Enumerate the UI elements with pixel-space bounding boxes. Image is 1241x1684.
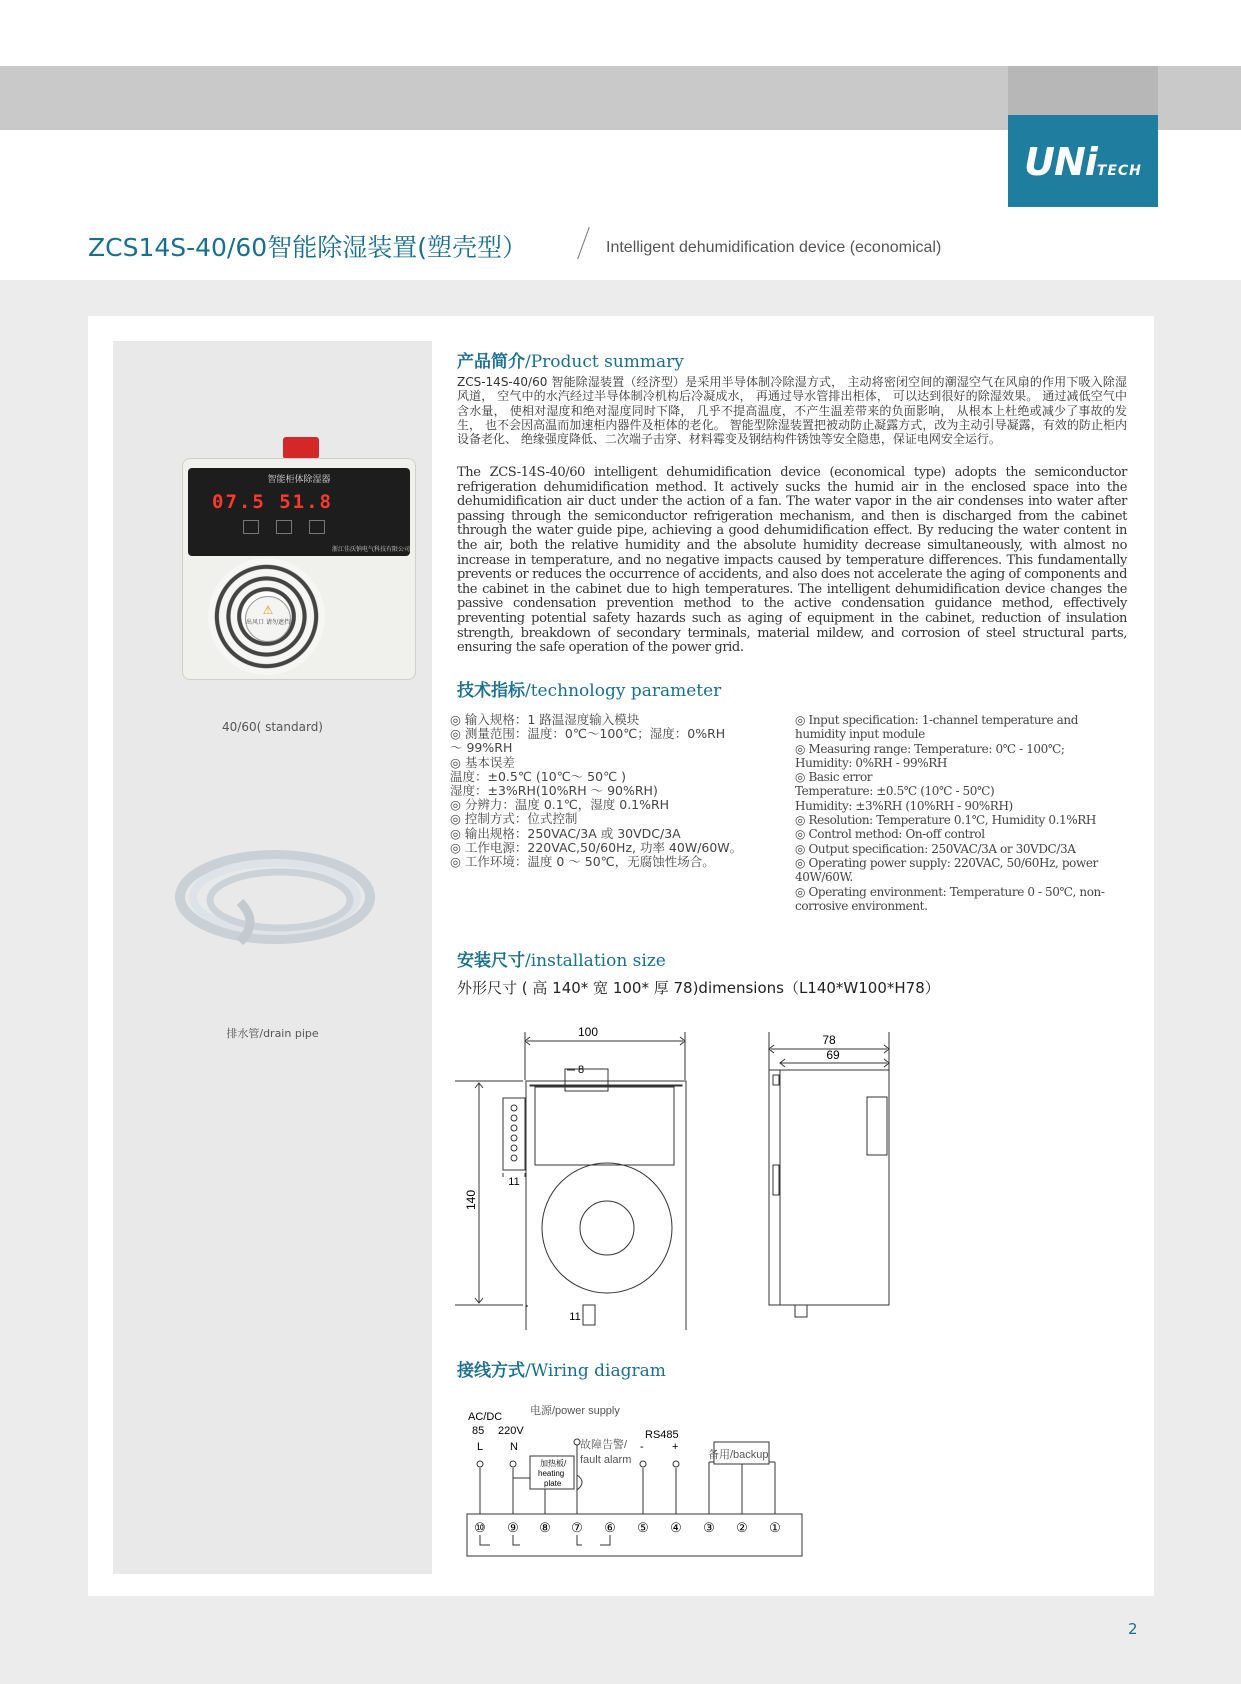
spec-cn-line: ◎ 工作电源：220VAC,50/60Hz, 功率 40W/60W。 — [450, 839, 743, 855]
heating-label-1: 加热板/ — [540, 1459, 567, 1468]
page-subtitle: Intelligent dehumidification device (economical) — [606, 239, 942, 256]
rs485-minus: - — [640, 1441, 644, 1453]
spec-cn-line: 湿度：±3%RH(10%RH ～ 90%RH) — [450, 783, 658, 799]
install-heading — [457, 946, 666, 971]
spec-cn-line: ～ 99%RH — [450, 740, 513, 756]
tech-specs-cn — [450, 713, 790, 869]
fault-label-2: fault alarm — [580, 1454, 632, 1466]
dim-label-width: 100 — [577, 1025, 599, 1039]
spec-en-line: ◎ Measuring range: Temperature: 0℃ - 100℃; — [795, 741, 1065, 756]
wiring-diagram — [460, 1400, 810, 1560]
dim-label-11-bottom: 11 — [569, 1311, 581, 1323]
spec-cn-line: ◎ 测量范围：温度：0℃～100℃；湿度：0%RH — [450, 726, 726, 742]
spec-en-line: Humidity: 0%RH - 99%RH — [795, 755, 947, 770]
terminal-8: ⑧ — [539, 1520, 551, 1535]
title-divider — [577, 227, 590, 259]
l-label: L — [477, 1441, 484, 1453]
dim-label-height: 140 — [464, 1189, 478, 1211]
heating-label-3: plate — [544, 1479, 562, 1488]
acdc-label: AC/DC — [468, 1411, 503, 1423]
v220-label: 220V — [498, 1425, 524, 1437]
logo-top-block — [1008, 66, 1158, 115]
terminal-9: ⑨ — [507, 1520, 519, 1535]
device-caption: 40/60( standard) — [222, 720, 323, 734]
install-heading-cn: 安装尺寸 — [457, 951, 525, 971]
logo-sub: TECH — [1096, 163, 1142, 179]
v85-label: 85 — [472, 1425, 485, 1437]
spec-cn-line: 温度：±0.5℃ (10℃～ 50℃ ) — [450, 768, 626, 784]
wiring-heading — [457, 1356, 666, 1381]
spec-en-line: ◎ Input specification: 1-channel temperature and — [795, 713, 1078, 727]
brand-logo-text — [1008, 140, 1158, 184]
spec-en-line: Humidity: ±3%RH (10%RH - 90%RH) — [795, 798, 1013, 813]
terminal-4: ④ — [670, 1520, 682, 1535]
fan-label-text: 出风口 请勿遮挡 — [246, 619, 290, 626]
terminal-6: ⑥ — [604, 1520, 616, 1535]
spec-cn-line: ◎ 基本误差 — [450, 754, 515, 770]
dimension-drawing — [455, 1025, 925, 1330]
heating-label-2: heating — [538, 1469, 565, 1478]
install-heading-en: /installation size — [525, 951, 666, 971]
summary-heading-en: /Product summary — [525, 352, 684, 372]
fan-warning-label — [245, 596, 291, 642]
summary-heading-cn: 产品简介 — [457, 352, 525, 372]
wiring-heading-cn: 接线方式 — [457, 1361, 525, 1381]
spec-cn-line: ◎ 控制方式：位式控制 — [450, 811, 578, 827]
dim-label-69: 69 — [826, 1048, 840, 1062]
fault-label-1: 故障告警/ — [580, 1439, 628, 1451]
backup-label: 备用/backup — [708, 1449, 769, 1461]
spec-en-line: ◎ Output specification: 250VAC/3A or 30VDC/3A — [795, 841, 1076, 856]
dimensions-text: 外形尺寸 ( 高 140* 宽 100* 厚 78)dimensions（L140*W100*H78） — [457, 979, 940, 997]
summary-text-en: The ZCS-14S-40/60 intelligent dehumidification device (economical type) adopts the semiconductor refrigeration dehumidification method. It actively sucks the humid air in the enclosed space into the dehumidification air duct under the action of a fan. The water vapor in the air condenses into water after passing through the semiconductor refrigeration mechanism, and then is discharged from the cabinet through the water guide pipe, achieving a good dehumidification effect. By reducing the water content in the air, both the relative humidity and the absolute humidity decrease simultaneously, with almost no increase in temperature, and no negative impacts caused by temperature differences. This fundamentally prevents or reduces the occurrence of accidents, and also does not accelerate the aging of components and the cabinet in the cabinet due to high temperatures. The intelligent dehumidification device changes the passive condensation prevention method to the active condensation guidance method, effectively preventing potential safety hazards such as aging of equipment in the cabinet, reduction of insulation strength, breakdown of secondary terminals, material mildew, and corrosion of steel structural parts, ensuring the safe operation of the power grid. — [457, 465, 1127, 656]
spec-en-line: humidity input module — [795, 727, 925, 742]
dim-label-11-top: 11 — [508, 1176, 520, 1188]
warning-triangle-icon: ⚠ — [262, 603, 274, 617]
wiring-heading-en: /Wiring diagram — [525, 1361, 666, 1381]
rs485-plus: + — [672, 1441, 679, 1453]
logo-main: UNi — [1024, 140, 1097, 184]
terminal-1: ① — [769, 1520, 781, 1535]
device-readout: 07.5 51.8 — [212, 491, 333, 513]
spec-en-line: ◎ Operating environment: Temperature 0 - 50℃, non- — [795, 884, 1105, 899]
spec-cn-line: ◎ 输入规格：1 路温湿度输入模块 — [450, 712, 640, 727]
spec-cn-line: ◎ 工作环境：温度 0 ～ 50℃，无腐蚀性场合。 — [450, 854, 715, 870]
power-supply-label: 电源/power supply — [530, 1405, 620, 1417]
page-number: 2 — [1128, 1620, 1138, 1638]
device-maker: 浙江佳沃钠电气科技有限公司 — [331, 546, 410, 553]
summary-text-cn: ZCS-14S-40/60 智能除湿装置（经济型）是采用半导体制冷除湿方式， 主动将密闭空间的潮湿空气在风扇的作用下吸入除湿风道， 空气中的水汽经过半导体制冷机构后冷凝成水， 再通过导水管排出柜体， 可以达到很好的除湿效果。 通过减低空气中含水量， 使相对湿度和绝对湿度同时下降， 几乎不提高温度，不产生温差带来的负面影响， 从根本上杜绝或减少了事故的发生， 也不会因高温而加速柜内器件及柜体的老化。 智能型除湿装置把被动防止凝露方式，改为主动引导凝露，有效的防止柜内设备老化、 绝缘强度降低、二次端子击穿、材料霉变及钢结构件锈蚀等安全隐患，保证电网安全运行。 — [457, 375, 1127, 447]
device-up-button-icon — [243, 520, 259, 534]
spec-en-line: Temperature: ±0.5℃ (10℃ - 50℃) — [795, 784, 995, 799]
device-down-button-icon — [276, 520, 292, 534]
dim-label-depth: 78 — [822, 1033, 836, 1047]
tech-heading-cn: 技术指标 — [457, 681, 525, 701]
tech-heading-en: /technology parameter — [525, 681, 722, 701]
drain-pipe-image — [170, 842, 380, 952]
device-top-clip — [283, 437, 319, 459]
device-set-button-icon — [309, 520, 325, 534]
n-label: N — [510, 1441, 518, 1453]
spec-en-line: 40W/60W. — [795, 870, 853, 885]
terminal-3: ③ — [703, 1520, 715, 1535]
spec-en-line: ◎ Resolution: Temperature 0.1℃, Humidity 0.1%RH — [795, 813, 1096, 828]
device-screen-title: 智能柜体除湿器 — [267, 475, 331, 485]
rs485-label: RS485 — [645, 1429, 679, 1441]
tech-specs-en — [795, 713, 1130, 913]
summary-heading — [457, 347, 684, 372]
terminal-7: ⑦ — [571, 1520, 583, 1535]
spec-en-line: ◎ Control method: On-off control — [795, 827, 985, 842]
spec-en-line: ◎ Operating power supply: 220VAC, 50/60Hz, power — [795, 855, 1098, 870]
page-title: ZCS14S-40/60智能除湿装置(塑壳型） — [88, 233, 527, 262]
spec-cn-line: ◎ 分辨力：温度 0.1℃，湿度 0.1%RH — [450, 797, 670, 813]
spec-en-line: corrosive environment. — [795, 898, 928, 913]
spec-cn-line: ◎ 输出规格：250VAC/3A 或 30VDC/3A — [450, 825, 681, 841]
terminal-5: ⑤ — [637, 1520, 649, 1535]
spec-en-line: ◎ Basic error — [795, 770, 873, 785]
dim-label-8: 8 — [577, 1064, 585, 1076]
terminal-2: ② — [736, 1520, 748, 1535]
tech-heading — [457, 676, 721, 701]
drain-pipe-caption: 排水管/drain pipe — [226, 1027, 319, 1040]
terminal-10: ⑩ — [474, 1520, 486, 1535]
